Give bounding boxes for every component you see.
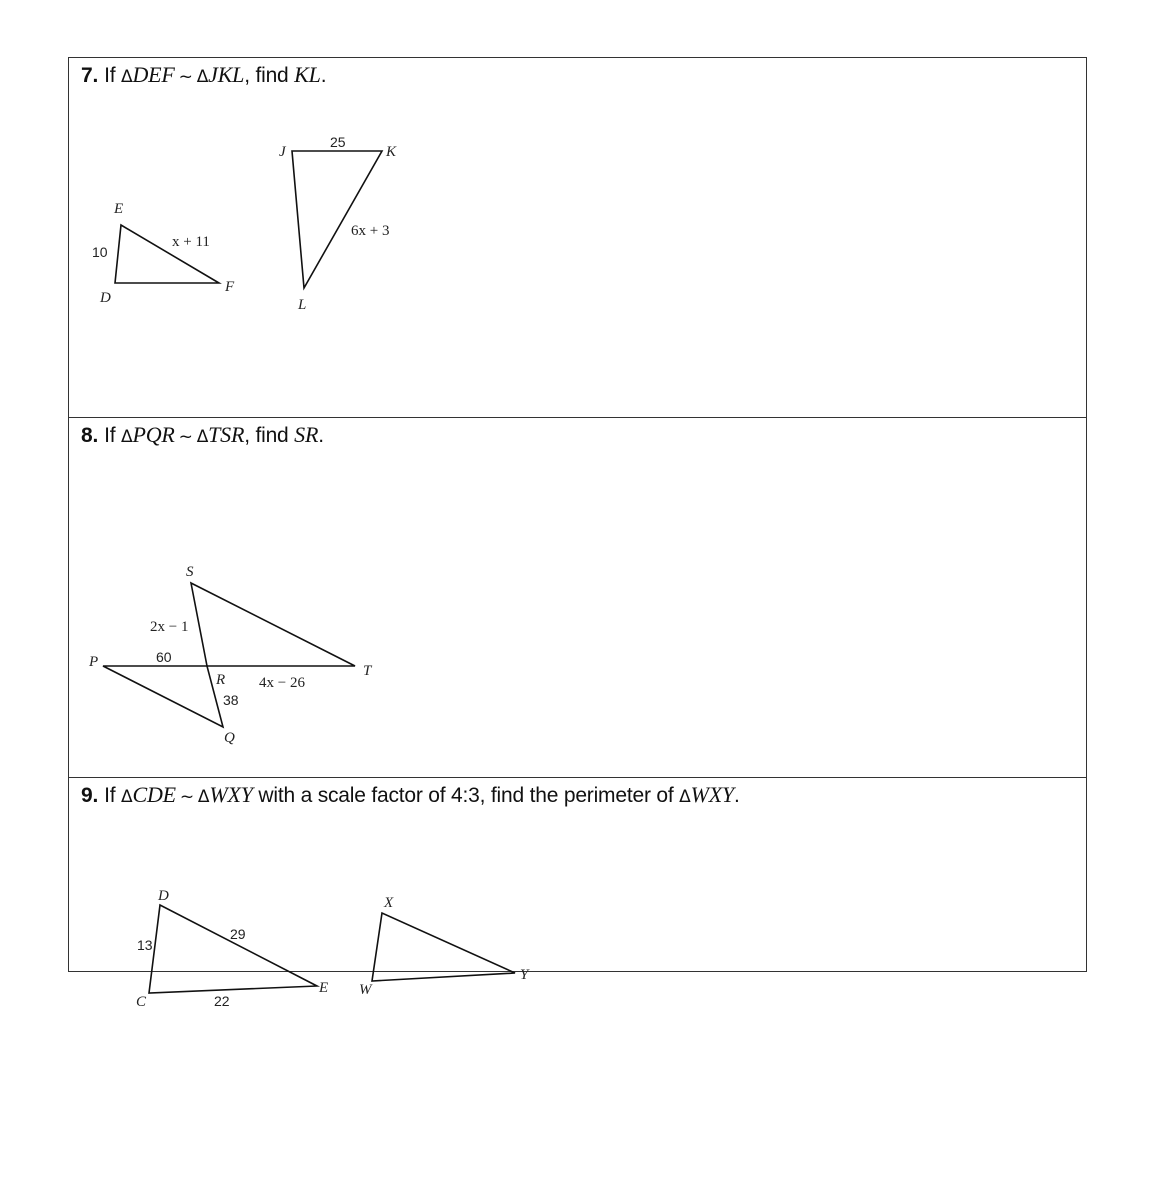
side-label-de: 29: [230, 926, 246, 942]
vertex-label-d: D: [100, 290, 111, 306]
vertex-label-j: J: [279, 144, 286, 160]
vertex-label-p: P: [89, 654, 99, 670]
prompt-text: If: [104, 64, 122, 87]
vertex-label-s: S: [186, 564, 194, 580]
prompt-text: .: [318, 424, 324, 447]
vertex-label-k: K: [386, 144, 397, 160]
triangle-symbol: Δ: [197, 787, 210, 807]
vertex-label-d: D: [158, 888, 169, 904]
vertex-label-x: X: [384, 895, 394, 911]
triangle-symbol: Δ: [196, 67, 209, 87]
prompt-text: with a scale factor of 4:3, find the perimeter of: [252, 784, 680, 807]
side-label-rq: 38: [223, 692, 239, 708]
prompt-text: .: [733, 784, 740, 807]
target-segment: KL: [294, 62, 321, 87]
question-9-figure: [69, 778, 1086, 1010]
triangle-name: CDE: [132, 782, 176, 807]
vertex-label-t: T: [363, 663, 372, 679]
triangle-symbol: Δ: [121, 787, 133, 807]
question-number: 9.: [81, 784, 99, 807]
triangle-name: PQR: [132, 422, 175, 447]
vertex-label-e: E: [319, 980, 329, 996]
question-8-figure: [69, 418, 1086, 776]
triangle-symbol: Δ: [121, 427, 133, 447]
question-7-cell: [69, 58, 1086, 418]
question-number: 7.: [81, 64, 99, 87]
vertex-label-c: C: [136, 994, 147, 1010]
side-label-de: 10: [92, 244, 108, 260]
side-label-cd: 13: [137, 937, 153, 953]
side-label-sr: 2x − 1: [150, 619, 189, 635]
triangle-name: WXY: [690, 782, 734, 807]
triangle-cde: [149, 905, 317, 993]
triangle-symbol: Δ: [121, 67, 133, 87]
side-label-pr: 60: [156, 649, 172, 665]
side-label-rt: 4x − 26: [259, 675, 305, 691]
prompt-text: If: [104, 784, 122, 807]
side-label-jk: 25: [330, 134, 346, 150]
vertex-label-q: Q: [224, 730, 235, 746]
triangle-name: TSR: [208, 422, 245, 447]
question-number: 8.: [81, 424, 99, 447]
triangle-name: WXY: [209, 782, 253, 807]
question-9-cell: [69, 778, 1086, 1010]
similar-symbol: ~: [178, 427, 193, 447]
vertex-label-e: E: [114, 201, 124, 217]
vertex-label-f: F: [225, 279, 235, 295]
vertex-label-w: W: [359, 982, 372, 998]
triangle-symbol: Δ: [679, 787, 691, 807]
similar-symbol: ~: [178, 67, 193, 87]
side-label-ef: x + 11: [172, 234, 210, 250]
triangle-tsr: [191, 583, 355, 666]
vertex-label-l: L: [298, 297, 307, 313]
side-label-kl: 6x + 3: [351, 223, 390, 239]
triangle-jkl: [292, 151, 382, 288]
question-8-cell: [69, 418, 1086, 778]
side-label-ce: 22: [214, 993, 230, 1009]
question-7-figure: [69, 58, 1086, 416]
prompt-text: .: [320, 64, 327, 87]
vertex-label-r: R: [216, 672, 226, 688]
triangle-wxy: [372, 913, 515, 981]
prompt-text: If: [104, 424, 122, 447]
target-segment: SR: [294, 422, 319, 447]
triangle-name: JKL: [208, 62, 245, 87]
triangle-pqr: [103, 666, 226, 727]
triangle-symbol: Δ: [196, 427, 209, 447]
triangle-name: DEF: [132, 62, 175, 87]
prompt-text: , find: [244, 424, 295, 447]
worksheet-table: [68, 57, 1087, 1010]
similar-symbol: ~: [179, 787, 194, 807]
vertex-label-y: Y: [520, 967, 529, 983]
prompt-text: , find: [244, 64, 295, 87]
